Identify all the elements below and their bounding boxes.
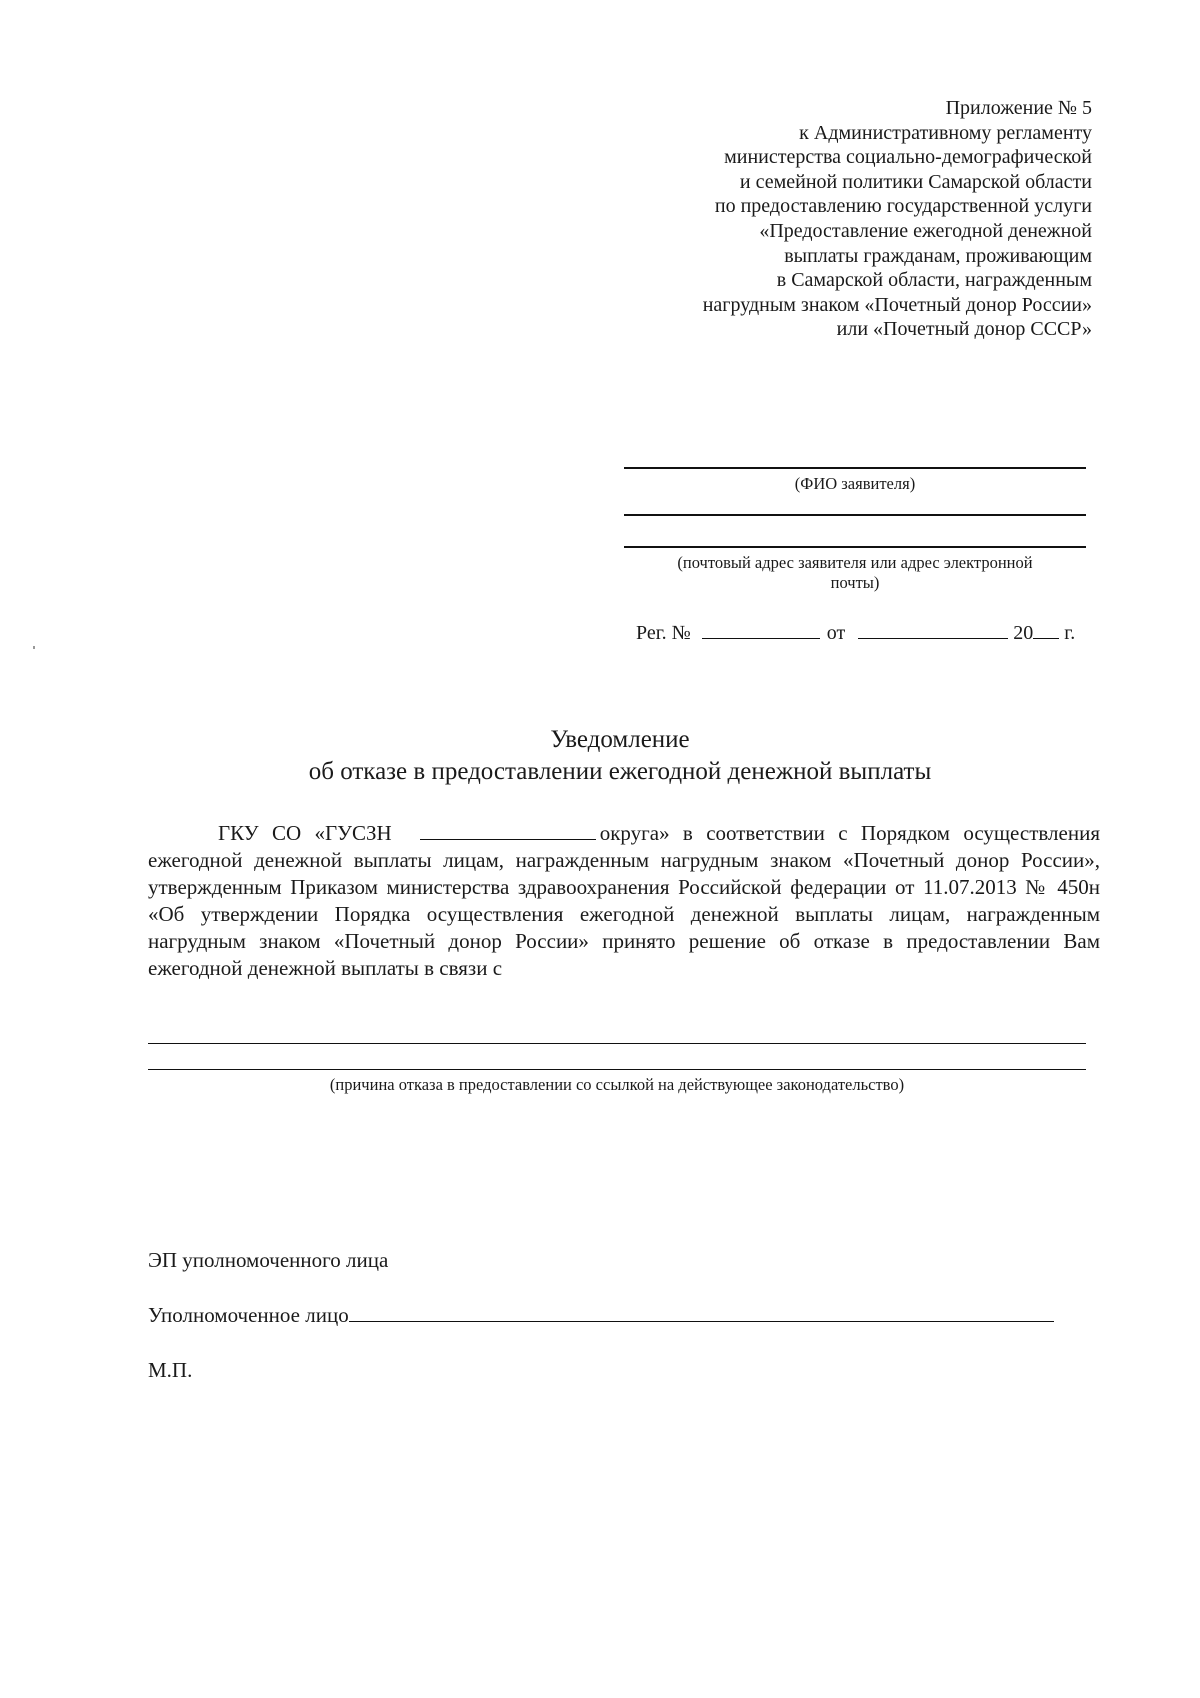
- address-field-line-1[interactable]: [624, 514, 1086, 516]
- appendix-line: и семейной политики Самарской области: [739, 170, 1092, 193]
- appendix-line: по предоставлению государственной услуги: [714, 195, 1092, 218]
- fio-caption: (ФИО заявителя): [794, 474, 916, 493]
- authorized-person-row: [148, 1303, 1054, 1328]
- appendix-line: Приложение № 5: [945, 97, 1092, 119]
- stamp-label: М.П.: [148, 1358, 193, 1382]
- appendix-line: министерства социально-демографической: [724, 146, 1092, 169]
- authorized-person-field[interactable]: [349, 1303, 1054, 1322]
- registration-line: [636, 620, 1075, 645]
- appendix-line: выплаты гражданам, проживающим: [784, 244, 1092, 267]
- appendix-line: в Самарской области, награжденным: [776, 269, 1092, 292]
- ep-label: ЭП уполномоченного лица: [148, 1248, 389, 1272]
- appendix-line: или «Почетный донор СССР»: [836, 318, 1092, 341]
- reg-date-label: от: [826, 622, 846, 644]
- district-field[interactable]: [420, 821, 596, 840]
- notice-body: [148, 820, 1100, 982]
- reason-field-line-2[interactable]: [148, 1069, 1086, 1070]
- reg-year-prefix: 20: [1013, 622, 1034, 644]
- address-caption: [624, 553, 1086, 593]
- reason-caption: (причина отказа в предоставлении со ссылкой на действующее законодательство): [329, 1075, 905, 1094]
- notice-subtitle: об отказе в предоставлении ежегодной денежной выплаты: [308, 758, 932, 785]
- address-caption-line2: почты): [830, 573, 880, 592]
- appendix-line: к Административному регламенту: [799, 121, 1092, 144]
- reg-year-suffix: г.: [1064, 622, 1076, 644]
- reg-date-field[interactable]: [858, 620, 1008, 639]
- reg-number-label: Рег. №: [636, 622, 691, 644]
- reg-year-field[interactable]: [1033, 620, 1059, 639]
- body-start: ГКУ СО «ГУСЗН: [218, 821, 392, 845]
- scan-artifact: [33, 646, 35, 649]
- address-field-line-2[interactable]: [624, 546, 1086, 548]
- fio-field-line[interactable]: [624, 467, 1086, 469]
- address-caption-line1: (почтовый адрес заявителя или адрес электронной: [677, 553, 1033, 572]
- appendix-line: «Предоставление ежегодной денежной: [759, 219, 1092, 242]
- authorized-person-label: Уполномоченное лицо: [148, 1303, 349, 1327]
- body-rest: округа» в соответствии с Порядком осуществления ежегодной денежной выплаты лицам, награжденным нагрудным знаком «Почетный донор России», утвержденным Приказом министерства здравоохранения Российской федерации от 11.07.2013 № 450н «Об утверждении Порядка осуществления ежегодной денежной выплаты лицам, награжденным нагрудным знаком «Почетный донор России» принято решение об отказе в предоставлении Вам ежегодной денежной выплаты в связи с: [148, 821, 1100, 980]
- appendix-header: [703, 96, 1092, 342]
- appendix-line: нагрудным знаком «Почетный донор России»: [702, 293, 1092, 316]
- reason-field-line-1[interactable]: [148, 1043, 1086, 1044]
- notice-title: Уведомление: [550, 726, 690, 753]
- reg-number-field[interactable]: [702, 620, 820, 639]
